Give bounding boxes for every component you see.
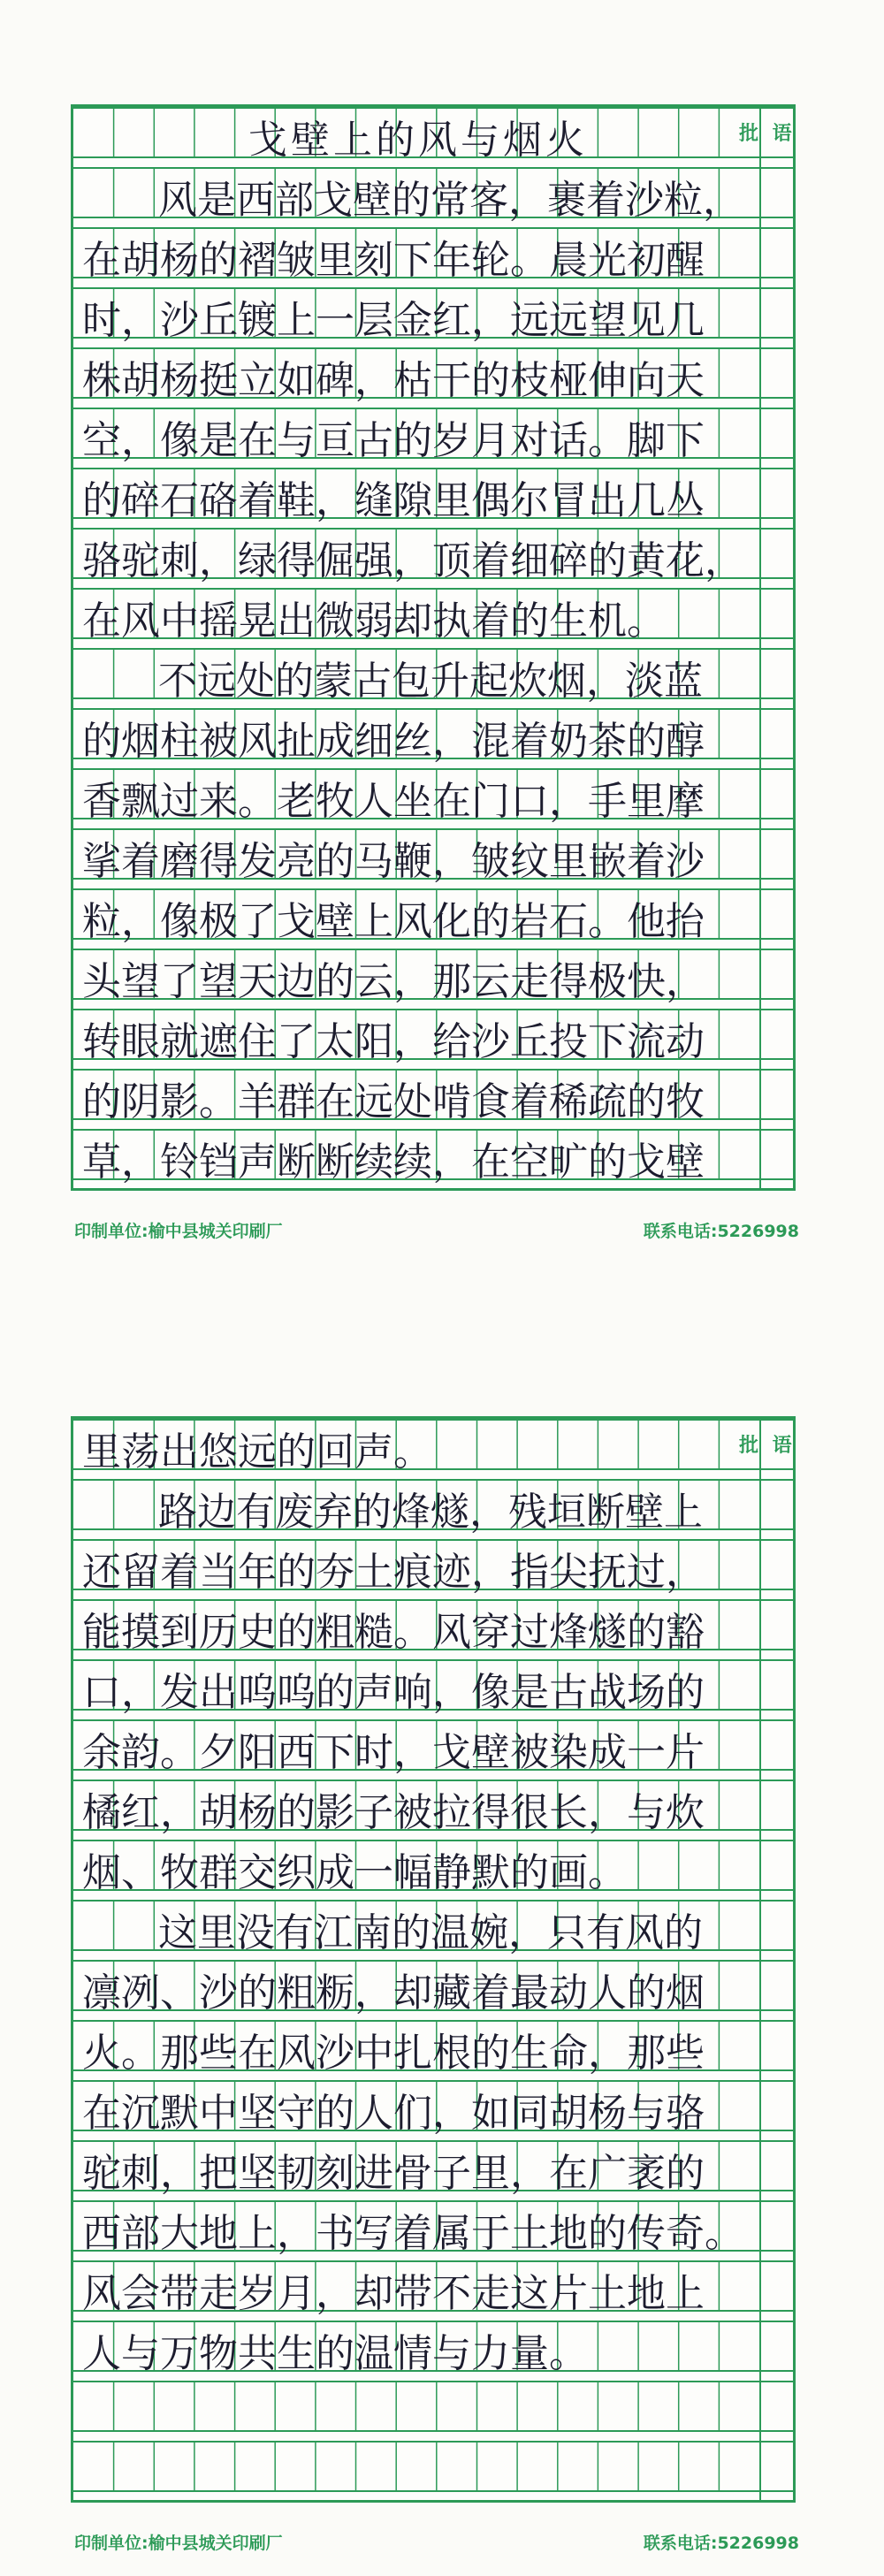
essay-line: 橘红，胡杨的影子被拉得很长，与炊	[82, 1790, 705, 1835]
essay-line: 头望了望天边的云，那云走得极快，	[82, 959, 705, 1004]
essay-line: 还留着当年的夯土痕迹，指尖抚过，	[82, 1550, 705, 1595]
essay-line: 人与万物共生的温情与力量。	[82, 2331, 588, 2376]
margin-notes-label: 批 语	[739, 123, 796, 145]
printer-info: 印制单位:榆中县城关印刷厂	[74, 2534, 283, 2553]
margin-notes-label: 批 语	[739, 1435, 796, 1457]
essay-line: 余韵。夕阳西下时，戈壁被染成一片	[82, 1730, 705, 1775]
essay-line: 株胡杨挺立如碑，枯干的枝桠伸向天	[82, 358, 705, 403]
margin-divider	[759, 107, 761, 1188]
essay-line: 的阴影。羊群在远处啃食着稀疏的牧	[82, 1079, 705, 1124]
margin-divider	[759, 1419, 761, 2500]
phone-info: 联系电话:5226998	[643, 1222, 799, 1241]
essay-line	[82, 2443, 754, 2505]
writing-grid	[71, 1416, 796, 2503]
essay-page-2	[0, 1312, 884, 2576]
essay-line: 香飘过来。老牧人坐在门口，手里摩	[82, 779, 705, 824]
essay-line: 在胡杨的褶皱里刻下年轮。晨光初醒	[82, 238, 705, 283]
essay-line: 口，发出呜呜的声响，像是古战场的	[82, 1670, 705, 1715]
essay-line: 骆驼刺，绿得倔强，顶着细碎的黄花，	[82, 538, 743, 583]
essay-line: 烟、牧群交织成一幅静默的画。	[82, 1850, 627, 1895]
essay-line: 戈壁上的风与烟火	[248, 118, 588, 163]
essay-text	[73, 107, 759, 1188]
essay-line	[82, 2383, 754, 2445]
essay-line: 凛冽、沙的粗粝，却藏着最动人的烟	[82, 1970, 705, 2016]
essay-line: 能摸到历史的粗糙。风穿过烽燧的豁	[82, 1610, 705, 1655]
essay-line: 这里没有江南的温婉，只有风的	[158, 1910, 703, 1955]
essay-line: 里荡出悠远的回声。	[82, 1429, 432, 1475]
essay-line: 粒，像极了戈壁上风化的岩石。他抬	[82, 899, 705, 944]
essay-line: 的烟柱被风扯成细丝，混着奶茶的醇	[82, 719, 705, 764]
essay-line: 在沉默中坚守的人们，如同胡杨与骆	[82, 2091, 705, 2136]
essay-line: 风会带走岁月，却带不走这片土地上	[82, 2271, 705, 2316]
essay-line: 转眼就遮住了太阳，给沙丘投下流动	[82, 1019, 705, 1064]
essay-page-1	[0, 0, 884, 1264]
essay-line: 草，铃铛声断断续续，在空旷的戈壁	[82, 1139, 705, 1185]
writing-grid	[71, 104, 796, 1191]
essay-text	[73, 1419, 759, 2500]
essay-line: 西部大地上，书写着属于土地的传奇。	[82, 2211, 743, 2256]
essay-line: 路边有废弃的烽燧，残垣断壁上	[158, 1490, 703, 1535]
essay-line: 驼刺，把坚韧刻进骨子里，在广袤的	[82, 2151, 705, 2196]
essay-line: 的碎石硌着鞋，缝隙里偶尔冒出几丛	[82, 478, 705, 523]
printer-info: 印制单位:榆中县城关印刷厂	[74, 1222, 283, 1241]
essay-line: 时，沙丘镀上一层金红，远远望见几	[82, 298, 705, 343]
essay-line: 风是西部戈壁的常客，裹着沙粒，	[158, 178, 742, 223]
essay-line: 空，像是在与亘古的岁月对话。脚下	[82, 418, 705, 463]
phone-info: 联系电话:5226998	[643, 2534, 799, 2553]
essay-line: 挲着磨得发亮的马鞭，皱纹里嵌着沙	[82, 839, 705, 884]
essay-line: 在风中摇晃出微弱却执着的生机。	[82, 598, 666, 644]
essay-line: 不远处的蒙古包升起炊烟，淡蓝	[158, 659, 703, 704]
essay-line: 火。那些在风沙中扎根的生命，那些	[82, 2031, 705, 2076]
